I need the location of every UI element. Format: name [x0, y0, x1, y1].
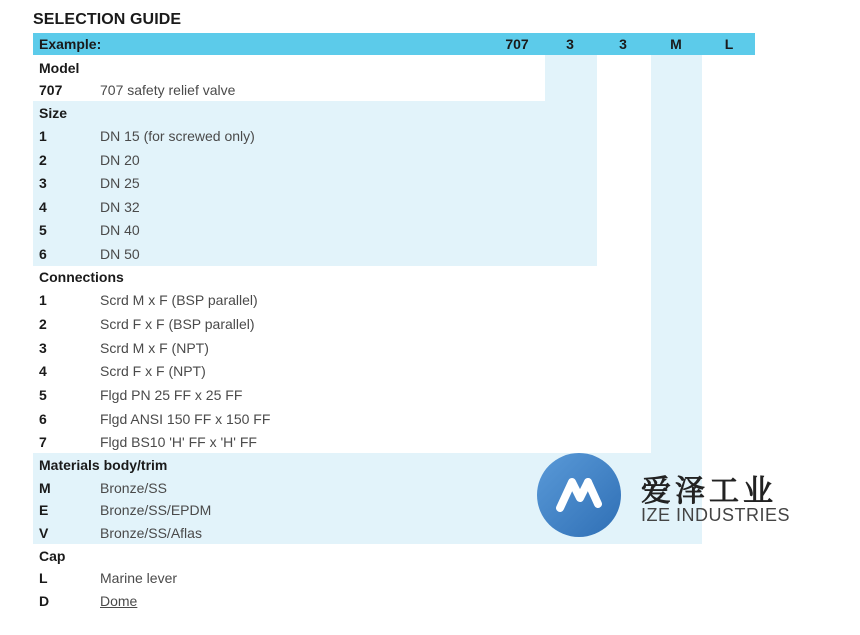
cap-desc[interactable]: Dome [100, 593, 138, 609]
example-code-model: 707 [505, 36, 529, 52]
size-code: 1 [39, 128, 47, 144]
connection-code: 3 [39, 340, 47, 356]
size-desc: DN 25 [100, 175, 140, 191]
connection-code: 2 [39, 316, 47, 332]
cap-code: D [39, 593, 50, 609]
watermark-english: IZE INDUSTRIES [641, 505, 791, 525]
connection-code: 7 [39, 434, 47, 450]
connection-code: 6 [39, 411, 47, 427]
model-desc: 707 safety relief valve [100, 82, 236, 98]
section-heading-cap: Cap [39, 548, 66, 564]
material-desc: Bronze/SS/EPDM [100, 502, 212, 518]
example-code-cap: L [724, 36, 734, 52]
size-code: 4 [39, 199, 47, 215]
connection-code: 4 [39, 363, 47, 379]
connection-code: 5 [39, 387, 47, 403]
material-code: E [39, 502, 49, 518]
connection-desc: Scrd F x F (NPT) [100, 363, 206, 379]
size-code: 5 [39, 222, 47, 238]
size-desc: DN 20 [100, 152, 140, 168]
connections-column-shade [651, 55, 702, 453]
size-code: 6 [39, 246, 47, 262]
material-code: M [39, 480, 51, 496]
connection-desc: Scrd M x F (NPT) [100, 340, 209, 356]
connection-desc: Flgd ANSI 150 FF x 150 FF [100, 411, 271, 427]
cap-desc: Marine lever [100, 570, 178, 586]
size-desc: DN 40 [100, 222, 140, 238]
ize-logo-icon [536, 452, 622, 538]
size-code: 2 [39, 152, 47, 168]
model-code: 707 [39, 82, 63, 98]
connection-desc: Scrd F x F (BSP parallel) [100, 316, 255, 332]
connection-desc: Flgd BS10 'H' FF x 'H' FF [100, 434, 257, 450]
material-desc: Bronze/SS/Aflas [100, 525, 202, 541]
size-desc: DN 32 [100, 199, 140, 215]
section-heading-connections: Connections [39, 269, 124, 285]
page-title: SELECTION GUIDE [33, 11, 182, 28]
example-bar [33, 33, 755, 55]
material-code: V [39, 525, 49, 541]
size-desc: DN 15 (for screwed only) [100, 128, 255, 144]
section-heading-materials: Materials body/trim [39, 457, 168, 473]
section-heading-size: Size [39, 105, 68, 121]
example-code-size: 3 [566, 36, 574, 52]
connection-code: 1 [39, 292, 47, 308]
example-code-materials: M [670, 36, 682, 52]
example-label: Example: [39, 36, 102, 52]
cap-code: L [39, 570, 48, 586]
example-code-connections: 3 [619, 36, 627, 52]
connection-desc: Scrd M x F (BSP parallel) [100, 292, 258, 308]
connection-desc: Flgd PN 25 FF x 25 FF [100, 387, 243, 403]
watermark-chinese: 爱泽工业 [641, 475, 777, 508]
material-desc: Bronze/SS [100, 480, 167, 496]
section-heading-model: Model [39, 60, 80, 76]
model-column-shade [545, 55, 597, 101]
size-code: 3 [39, 175, 47, 191]
size-desc: DN 50 [100, 246, 140, 262]
